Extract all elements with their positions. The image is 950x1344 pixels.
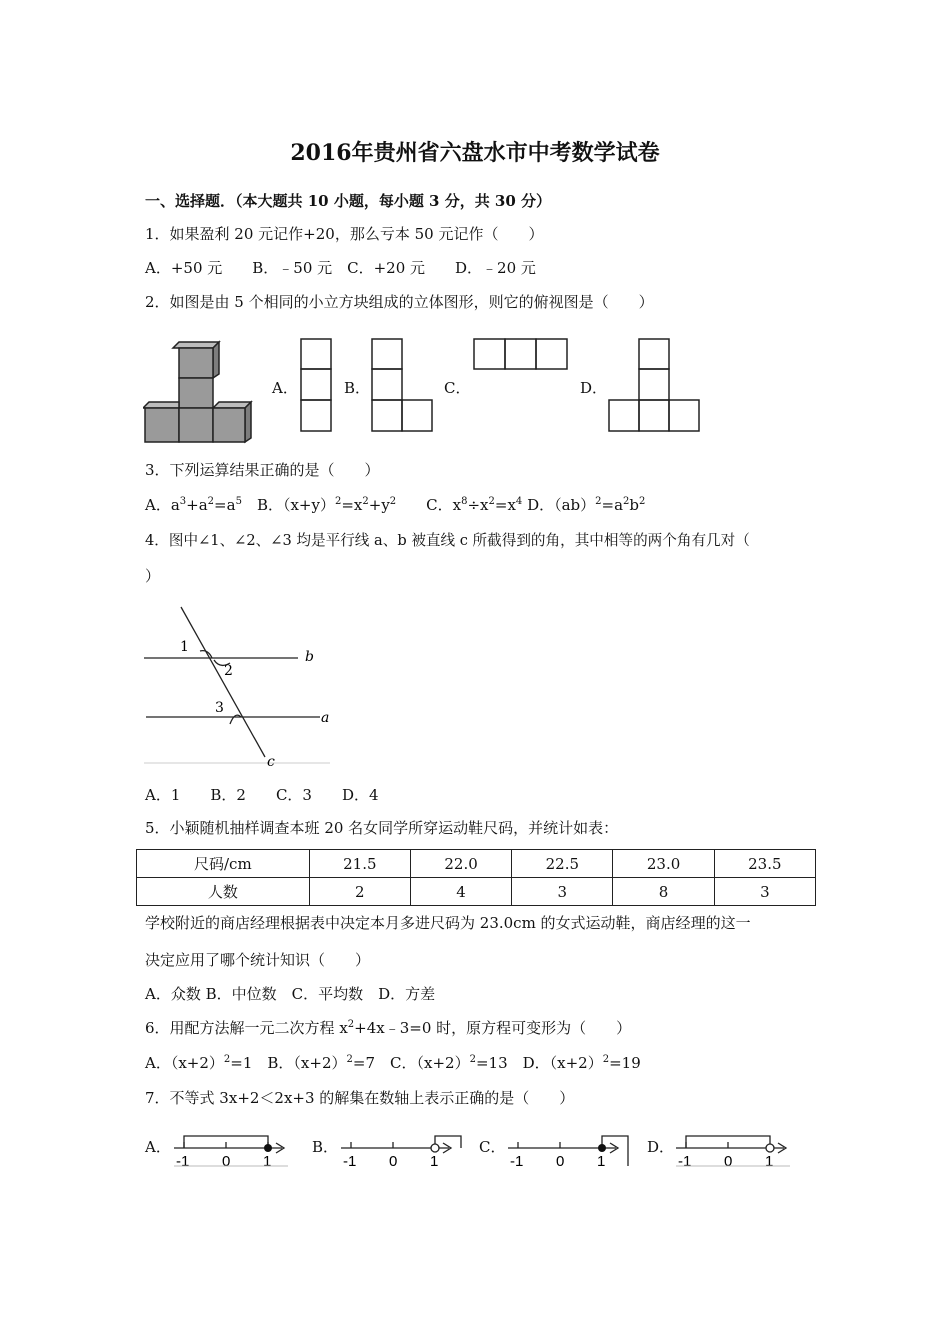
q6-options: A．$(x+2)^2=1$ B．$(x+2)^2=7$ C．$(x+2)^2=13$ D．$(x+2)^2=19$ <box>145 1054 641 1072</box>
q1-stem: 1．如果盈利 20 元记作+20，那么亏本 50 元记作（ ） <box>145 225 544 243</box>
q7-option-d-numberline <box>672 1130 797 1170</box>
table-cell: 21.5 <box>309 850 410 878</box>
q4-parallel-lines-figure <box>140 603 335 768</box>
line-c <box>181 607 265 757</box>
q2-option-c-label: C． <box>444 379 471 397</box>
tick-label: 0 <box>222 1153 231 1170</box>
tick-label: -1 <box>678 1153 692 1170</box>
tick-label: 1 <box>263 1153 272 1170</box>
q3-options: A．$a^3+a^2=a^5$ B．$(x+y)^2=x^2+y^2$ C．$x^8\div x^2=x^4$ D．$(ab)^2=a^2b^2$ <box>145 496 646 514</box>
line-c-label: c <box>267 754 275 768</box>
tick-label: 0 <box>556 1153 565 1170</box>
q2-option-d-label: D． <box>580 379 608 397</box>
q7-option-b-label: B． <box>312 1138 339 1156</box>
line-b-label: b <box>305 649 314 665</box>
q7-option-a-label: A． <box>145 1138 171 1156</box>
table-cell: 3 <box>714 878 815 906</box>
table-cell: 人数 <box>137 878 310 906</box>
table-row <box>137 850 816 878</box>
table-cell: 22.0 <box>410 850 511 878</box>
angle-2-label: 2 <box>224 663 233 679</box>
tick-label: -1 <box>510 1153 524 1170</box>
table-cell: 3 <box>512 878 613 906</box>
section-heading: 一、选择题．（本大题共 10 小题，每小题 3 分，共 30 分） <box>145 192 552 210</box>
q2-option-a-label: A． <box>272 379 298 397</box>
tick-label: 0 <box>389 1153 398 1170</box>
table-cell: 尺码/cm <box>137 850 310 878</box>
q5-options: A．众数 B．中位数 C．平均数 D．方差 <box>145 985 436 1003</box>
q5-stem: 5．小颖随机抽样调查本班 20 名女同学所穿运动鞋尺码，并统计如表： <box>145 819 619 837</box>
q2-stem: 2．如图是由 5 个相同的小立方块组成的立体图形，则它的俯视图是（ ） <box>145 293 654 311</box>
tick-label: 1 <box>597 1153 606 1170</box>
q7-option-c-numberline <box>504 1130 632 1170</box>
q7-option-a-numberline <box>170 1130 295 1170</box>
q1-options: A．+50 元 B．﹣50 元 C．+20 元 D．﹣20 元 <box>145 259 536 277</box>
q2-option-b-label: B． <box>344 379 371 397</box>
q5-text2: 决定应用了哪个统计知识（ ） <box>145 951 371 969</box>
table-cell: 22.5 <box>512 850 613 878</box>
q6-stem: 6．用配方法解一元二次方程 $x^2+4x﹣3=0$ 时，原方程可变形为（ ） <box>145 1019 632 1037</box>
q2-option-a-figure <box>300 338 332 432</box>
q7-option-c-label: C． <box>479 1138 506 1156</box>
q4-options: A．1 B．2 C．3 D．4 <box>145 786 379 804</box>
tick-label: -1 <box>343 1153 357 1170</box>
tick-label: 1 <box>765 1153 774 1170</box>
q4-stem: 4．图中∠1、∠2、∠3 均是平行线 a、b 被直线 c 所截得到的角，其中相等的两个角有几对（ <box>145 532 750 549</box>
table-cell: 4 <box>410 878 511 906</box>
q4-stem-cont: ） <box>145 567 161 585</box>
q7-stem: 7．不等式 3x+2＜2x+3 的解集在数轴上表示正确的是（ ） <box>145 1089 575 1107</box>
q2-option-c-figure <box>473 338 568 370</box>
line-a-label: a <box>321 710 330 726</box>
tick-label: 1 <box>430 1153 439 1170</box>
angle-1-label: 1 <box>180 639 189 655</box>
q2-option-d-figure <box>608 338 700 432</box>
q3-stem: 3．下列运算结果正确的是（ ） <box>145 461 380 479</box>
table-cell: 23.5 <box>714 850 815 878</box>
angle-3-label: 3 <box>215 700 224 716</box>
page-title: 2016年贵州省六盘水市中考数学试卷 <box>290 140 660 166</box>
table-cell: 23.0 <box>613 850 714 878</box>
q5-table <box>136 849 816 906</box>
table-row <box>137 878 816 906</box>
q5-text1: 学校附近的商店经理根据表中决定本月多进尺码为 23.0cm 的女式运动鞋，商店经理的这一 <box>145 914 751 932</box>
q7-option-b-numberline <box>337 1130 462 1170</box>
table-cell: 2 <box>309 878 410 906</box>
q7-option-d-label: D． <box>647 1138 675 1156</box>
q2-solid-figure <box>143 338 255 444</box>
tick-label: -1 <box>176 1153 190 1170</box>
tick-label: 0 <box>724 1153 733 1170</box>
q2-option-b-figure <box>371 338 433 432</box>
table-cell: 8 <box>613 878 714 906</box>
